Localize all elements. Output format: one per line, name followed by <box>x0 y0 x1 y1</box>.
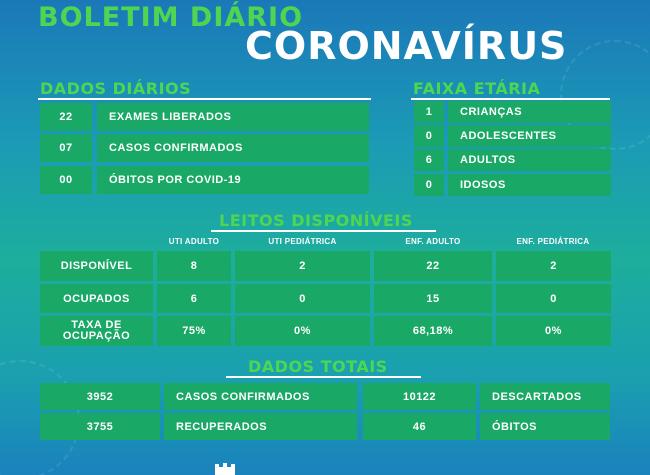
section-title-leitos: LEITOS DISPONÍVEIS <box>219 211 413 230</box>
section-title-dados-diarios: DADOS DIÁRIOS <box>40 79 192 98</box>
column-header-enf-adulto: ENF. ADULTO <box>405 237 461 246</box>
age-label: ADULTOS <box>448 149 611 171</box>
bed-value: 0 <box>235 284 370 313</box>
bed-value: 2 <box>496 251 611 281</box>
age-label: ADOLESCENTES <box>448 125 611 147</box>
total-value: 46 <box>363 413 476 440</box>
bed-value: 22 <box>374 251 492 281</box>
bed-value: 0% <box>235 316 370 346</box>
total-value: 3952 <box>40 383 160 410</box>
daily-label: CASOS CONFIRMADOS <box>97 134 369 162</box>
daily-value: 07 <box>40 134 92 162</box>
title-boletim: BOLETIM DIÁRIO <box>38 2 304 33</box>
section-underline <box>38 98 371 100</box>
bed-value: 6 <box>157 284 231 313</box>
row-label-disponivel: DISPONÍVEL <box>40 251 153 281</box>
total-label: RECUPERADOS <box>164 413 357 440</box>
daily-value: 22 <box>40 103 92 131</box>
age-label: CRIANÇAS <box>448 101 611 123</box>
title-coronavirus: CORONAVÍRUS <box>245 24 568 68</box>
age-value: 0 <box>414 125 444 147</box>
row-label-ocupados: OCUPADOS <box>40 284 153 313</box>
section-title-dados-totais: DADOS TOTAIS <box>248 357 388 376</box>
daily-label: EXAMES LIBERADOS <box>97 103 369 131</box>
section-underline <box>226 376 421 378</box>
column-header-uti-pediatrica: UTI PEDIÁTRICA <box>268 237 337 246</box>
section-underline <box>211 230 436 232</box>
daily-value: 00 <box>40 166 92 194</box>
bed-value: 68,18% <box>374 316 492 346</box>
daily-label: ÓBITOS POR COVID-19 <box>97 166 369 194</box>
row-label-taxa-ocupacao: TAXA DE OCUPAÇÃO <box>40 316 153 346</box>
age-label: IDOSOS <box>448 174 611 196</box>
section-underline <box>411 98 610 100</box>
bed-value: 75% <box>157 316 231 346</box>
age-value: 1 <box>414 101 444 123</box>
column-header-uti-adulto: UTI ADULTO <box>168 237 220 246</box>
bed-value: 2 <box>235 251 370 281</box>
total-label: DESCARTADOS <box>480 383 610 410</box>
column-header-enf-pediatrica: ENF. PEDIÁTRICA <box>516 237 590 246</box>
bed-value: 0% <box>496 316 611 346</box>
total-label: CASOS CONFIRMADOS <box>164 383 357 410</box>
crest-logo-icon <box>213 463 237 475</box>
bed-value: 15 <box>374 284 492 313</box>
section-title-faixa-etaria: FAIXA ETÁRIA <box>413 79 541 98</box>
bed-value: 8 <box>157 251 231 281</box>
age-value: 0 <box>414 174 444 196</box>
total-label: ÓBITOS <box>480 413 610 440</box>
age-value: 6 <box>414 149 444 171</box>
total-value: 3755 <box>40 413 160 440</box>
bed-value: 0 <box>496 284 611 313</box>
total-value: 10122 <box>363 383 476 410</box>
